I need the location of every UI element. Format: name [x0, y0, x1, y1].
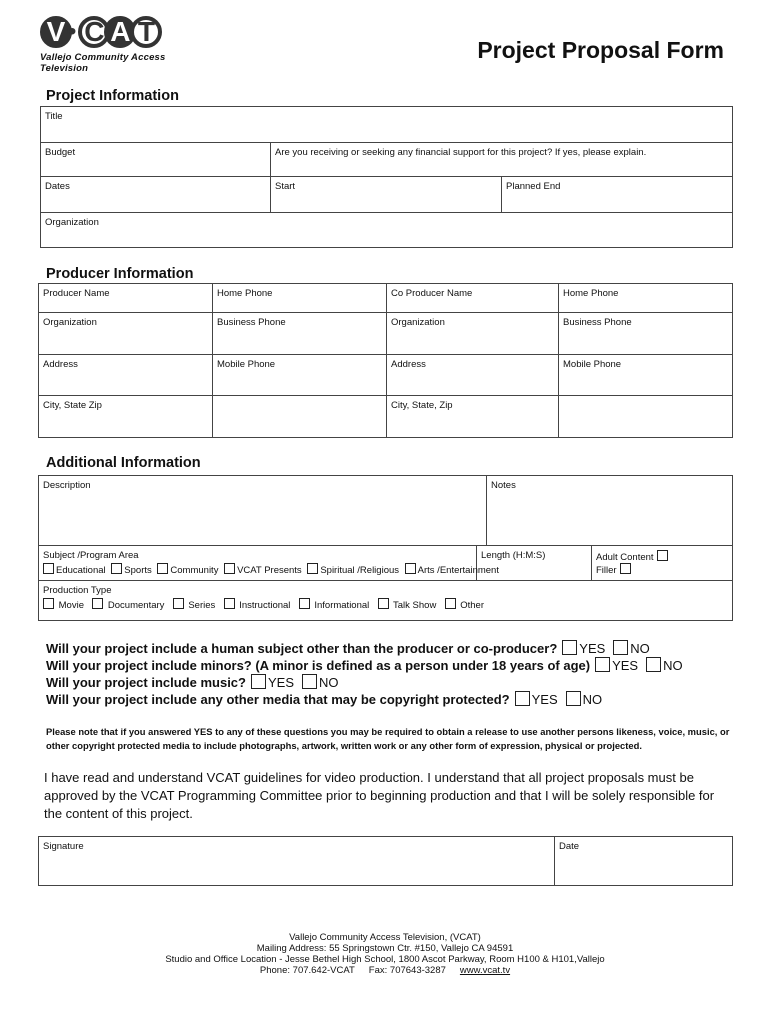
producer-name-label: Producer Name	[43, 288, 110, 299]
address-field[interactable]	[39, 355, 213, 396]
producer-organization-field[interactable]	[39, 313, 213, 355]
subject-area-label: Subject /Program Area	[43, 550, 139, 561]
yes-checkbox[interactable]	[251, 674, 266, 689]
checkbox-educational[interactable]	[43, 563, 54, 574]
co-address-field[interactable]	[387, 355, 559, 396]
type-documentary: Documentary	[107, 600, 165, 611]
notes-label: Notes	[491, 480, 516, 491]
dates-label: Dates	[45, 181, 70, 192]
title-field[interactable]	[41, 107, 733, 143]
checkbox-talk-show[interactable]	[378, 598, 389, 609]
type-movie: Movie	[58, 600, 84, 611]
business-phone-label: Business Phone	[217, 317, 286, 328]
question-text: Will your project include any other media that may be copyright protected?	[46, 692, 510, 707]
subject-sports: Sports	[124, 565, 152, 576]
blank-field[interactable]	[213, 396, 387, 438]
adult-content-label: Adult Content	[596, 552, 654, 563]
checkbox-arts[interactable]	[405, 563, 416, 574]
agreement-statement: I have read and understand VCAT guidelines for video production. I understand that all project proposals must be approved by the VCAT Programming Committee prior to beginning production and that I will be solely responsible for the content of this project.	[44, 770, 715, 821]
footer-org-name: Vallejo Community Access Television, (VCAT)	[289, 932, 481, 943]
co-mobile-phone-field[interactable]	[559, 355, 733, 396]
footer-mailing-address: Mailing Address: 55 Springstown Ctr. #150, Vallejo CA 94591	[256, 943, 514, 954]
footer-studio-location: Studio and Office Location - Jesse Bethel High School, 1800 Ascot Parkway, Room H100 & H101,Vallejo	[165, 954, 605, 965]
question-text: Will your project include minors? (A minor is defined as a person under 18 years of age)	[46, 658, 591, 673]
no-checkbox[interactable]	[302, 674, 317, 689]
co-address-label: Address	[391, 359, 426, 370]
checkbox-spiritual[interactable]	[307, 563, 318, 574]
yes-label: YES	[267, 675, 294, 690]
checkbox-instructional[interactable]	[224, 598, 235, 609]
signature-label: Signature	[43, 841, 84, 852]
checkbox-documentary[interactable]	[92, 598, 103, 609]
no-label: NO	[663, 658, 683, 673]
signature-table	[38, 836, 733, 886]
co-city-state-zip-field[interactable]	[387, 396, 559, 438]
date-field[interactable]	[555, 837, 733, 886]
co-city-state-zip-label: City, State, Zip	[391, 400, 453, 411]
question-minors	[46, 657, 683, 673]
additional-info-table	[38, 475, 733, 621]
filler-label: Filler	[596, 565, 617, 576]
footer-phone: Phone: 707.642-VCAT	[259, 965, 355, 976]
question-text: Will your project include music?	[46, 675, 246, 690]
producer-info-heading: Producer Information	[46, 266, 194, 282]
signature-field[interactable]	[39, 837, 555, 886]
project-info-table	[40, 106, 733, 248]
subject-community: Community	[170, 565, 219, 576]
planned-end-label: Planned End	[506, 181, 561, 192]
logo-letter-a: A	[104, 16, 136, 48]
mobile-phone-field[interactable]	[213, 355, 387, 396]
co-producer-name-field[interactable]	[387, 284, 559, 313]
co-business-phone-field[interactable]	[559, 313, 733, 355]
business-phone-field[interactable]	[213, 313, 387, 355]
no-checkbox[interactable]	[646, 657, 661, 672]
no-checkbox[interactable]	[566, 691, 581, 706]
yes-label: YES	[579, 641, 606, 656]
co-organization-field[interactable]	[387, 313, 559, 355]
co-home-phone-field[interactable]	[559, 284, 733, 313]
production-type-cell	[39, 581, 733, 621]
title-label: Title	[45, 111, 63, 122]
financial-support-field[interactable]	[271, 143, 733, 177]
co-mobile-phone-label: Mobile Phone	[563, 359, 622, 370]
checkbox-movie[interactable]	[43, 598, 54, 609]
question-text: Will your project include a human subject other than the producer or co-producer?	[46, 641, 558, 656]
city-state-zip-label: City, State Zip	[43, 400, 102, 411]
type-talk-show: Talk Show	[393, 600, 437, 611]
production-type-options	[43, 598, 728, 611]
logo-dot: •	[68, 18, 77, 45]
checkbox-series[interactable]	[173, 598, 184, 609]
question-copyright-media	[46, 691, 602, 707]
planned-end-field[interactable]	[502, 177, 733, 213]
checkbox-other[interactable]	[445, 598, 456, 609]
producer-info-table	[38, 283, 733, 438]
start-label: Start	[275, 181, 296, 192]
budget-label: Budget	[45, 147, 76, 158]
subject-options	[43, 563, 499, 576]
subject-vcat-presents: VCAT Presents	[237, 565, 302, 576]
co-business-phone-label: Business Phone	[563, 317, 632, 328]
yes-checkbox[interactable]	[562, 640, 577, 655]
mobile-phone-label: Mobile Phone	[217, 359, 276, 370]
logo-letter-v: V	[40, 16, 72, 48]
co-blank-field[interactable]	[559, 396, 733, 438]
footer-contact	[0, 965, 770, 976]
content-type-cell	[592, 546, 733, 581]
footer-fax: Fax: 707643-3287	[368, 965, 446, 976]
checkbox-community[interactable]	[157, 563, 168, 574]
checkbox-vcat-presents[interactable]	[224, 563, 235, 574]
producer-name-field[interactable]	[39, 284, 213, 313]
subject-educational: Educational	[56, 565, 106, 576]
form-title: Project Proposal Form	[477, 37, 724, 63]
question-human-subject	[46, 640, 650, 656]
logo-subtitle: Vallejo Community Access Television	[40, 52, 166, 74]
dates-field[interactable]	[41, 177, 271, 213]
length-label: Length (H:M:S)	[481, 550, 546, 561]
subject-area-cell	[39, 546, 499, 581]
type-informational: Informational	[314, 600, 370, 611]
description-field[interactable]	[39, 476, 487, 546]
yes-checkbox[interactable]	[515, 691, 530, 706]
footer	[0, 932, 770, 976]
logo-letter-t: T	[130, 16, 162, 48]
yes-checkbox[interactable]	[595, 657, 610, 672]
address-label: Address	[43, 359, 78, 370]
description-label: Description	[43, 480, 91, 491]
type-instructional: Instructional	[239, 600, 291, 611]
co-home-phone-label: Home Phone	[563, 288, 619, 299]
notes-field[interactable]	[487, 476, 733, 546]
checkbox-sports[interactable]	[111, 563, 122, 574]
footer-website-link[interactable]: www.vcat.tv	[459, 965, 511, 976]
type-other: Other	[460, 600, 485, 611]
budget-field[interactable]	[41, 143, 271, 177]
date-label: Date	[559, 841, 580, 852]
organization-label: Organization	[45, 217, 99, 228]
checkbox-informational[interactable]	[299, 598, 310, 609]
subject-arts: Arts /Entertainment	[417, 565, 499, 576]
no-label: NO	[630, 641, 650, 656]
home-phone-label: Home Phone	[217, 288, 273, 299]
release-note: Please note that if you answered YES to any of these questions you may be required to obtain a release to use another persons likeness, voice, music, or other copyright protected media to include photographs, artwork, written work or any other form of expression, physical or projected.	[46, 726, 730, 751]
question-music	[46, 674, 339, 690]
organization-field[interactable]	[41, 213, 733, 248]
additional-info-heading: Additional Information	[46, 455, 201, 471]
financial-support-label: Are you receiving or seeking any financial support for this project? If yes, please explain.	[275, 147, 647, 158]
checkbox-filler[interactable]	[620, 563, 631, 574]
home-phone-field[interactable]	[213, 284, 387, 313]
co-producer-name-label: Co Producer Name	[391, 288, 473, 299]
yes-label: YES	[612, 658, 639, 673]
vcat-logo	[40, 16, 190, 86]
checkbox-adult-content[interactable]	[657, 550, 668, 561]
subject-spiritual: Spiritual /Religious	[320, 565, 400, 576]
city-state-zip-field[interactable]	[39, 396, 213, 438]
logo-letter-c: C	[78, 16, 110, 48]
co-organization-label: Organization	[391, 317, 445, 328]
no-checkbox[interactable]	[613, 640, 628, 655]
production-type-label: Production Type	[43, 585, 112, 596]
producer-organization-label: Organization	[43, 317, 97, 328]
yes-label: YES	[531, 692, 558, 707]
type-series: Series	[188, 600, 216, 611]
start-field[interactable]	[271, 177, 502, 213]
project-info-heading: Project Information	[46, 88, 179, 104]
no-label: NO	[319, 675, 339, 690]
no-label: NO	[582, 692, 603, 707]
